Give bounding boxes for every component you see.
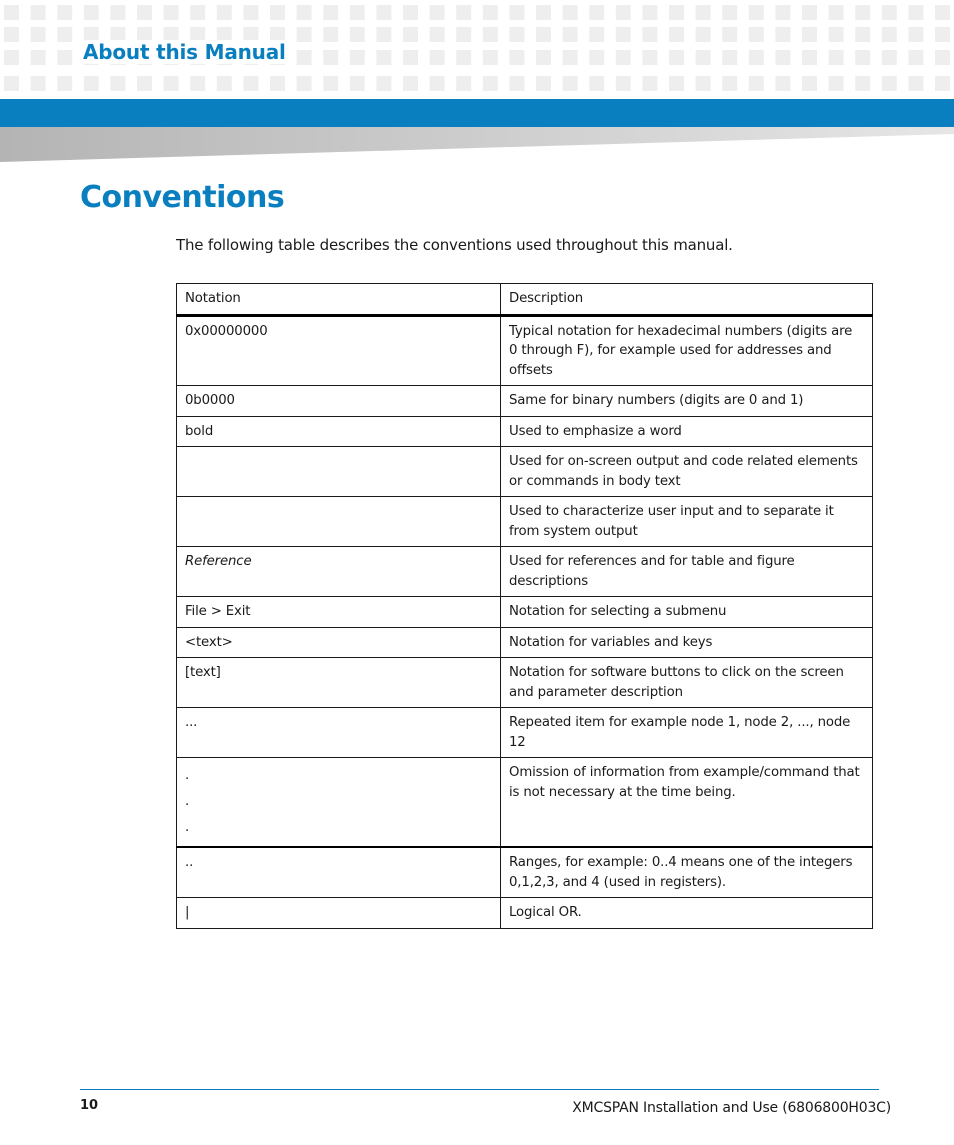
conventions-table: [176, 283, 873, 929]
pattern-square: [376, 27, 391, 42]
pattern-square: [323, 76, 338, 91]
footer-rule: [80, 1089, 879, 1090]
pattern-square: [802, 5, 817, 20]
pattern-square: [642, 50, 657, 65]
pattern-square: [243, 76, 258, 91]
notation-cell: 0x00000000: [177, 315, 501, 386]
pattern-square: [829, 76, 844, 91]
pattern-square: [164, 76, 179, 91]
section-label: About this Manual: [83, 40, 286, 64]
pattern-square: [829, 27, 844, 42]
pattern-square: [669, 5, 684, 20]
pattern-square: [297, 5, 312, 20]
pattern-square: [217, 76, 232, 91]
pattern-square: [935, 5, 950, 20]
pattern-square: [855, 76, 870, 91]
table-row: [177, 597, 873, 628]
pattern-square: [509, 27, 524, 42]
pattern-square: [935, 76, 950, 91]
notation-cell: bold: [177, 416, 501, 447]
pattern-square: [616, 5, 631, 20]
pattern-square: [642, 5, 657, 20]
pattern-square: [775, 76, 790, 91]
pattern-square: [350, 76, 365, 91]
description-cell: Used for references and for table and figure descriptions: [501, 547, 873, 597]
table-row: [177, 547, 873, 597]
pattern-square: [642, 27, 657, 42]
pattern-square: [270, 5, 285, 20]
footer-doc-title: XMCSPAN Installation and Use (6806800H03C): [572, 1100, 891, 1116]
pattern-square: [563, 76, 578, 91]
pattern-square: [908, 50, 923, 65]
pattern-square: [829, 5, 844, 20]
pattern-square: [509, 76, 524, 91]
pattern-square: [403, 27, 418, 42]
pattern-square: [323, 27, 338, 42]
table-row: [177, 447, 873, 497]
intro-paragraph: The following table describes the conventions used throughout this manual.: [176, 236, 733, 254]
pattern-square: [882, 27, 897, 42]
pattern-square: [642, 76, 657, 91]
pattern-square: [456, 50, 471, 65]
pattern-square: [616, 50, 631, 65]
pattern-square: [376, 76, 391, 91]
table-header-row: [177, 284, 873, 316]
header-notation: Notation: [177, 284, 501, 316]
pattern-square: [722, 27, 737, 42]
pattern-square: [376, 50, 391, 65]
pattern-square: [775, 50, 790, 65]
pattern-square: [722, 5, 737, 20]
pattern-square: [456, 76, 471, 91]
table-row: [177, 898, 873, 929]
pattern-square: [31, 27, 46, 42]
table-row: [177, 847, 873, 898]
pattern-square: [164, 5, 179, 20]
pattern-square: [589, 27, 604, 42]
pattern-square: [536, 76, 551, 91]
pattern-square: [483, 50, 498, 65]
pattern-square: [31, 50, 46, 65]
pattern-square: [509, 5, 524, 20]
pattern-square: [908, 27, 923, 42]
pattern-square: [403, 50, 418, 65]
pattern-square: [563, 5, 578, 20]
description-cell: Notation for software buttons to click on the screen and parameter description: [501, 658, 873, 708]
pattern-square: [775, 5, 790, 20]
pattern-square: [935, 50, 950, 65]
table-row: [177, 627, 873, 658]
description-cell: Repeated item for example node 1, node 2, ..., node 12: [501, 708, 873, 758]
pattern-square: [57, 5, 72, 20]
pattern-square: [217, 5, 232, 20]
pattern-square: [536, 5, 551, 20]
table-row: [177, 658, 873, 708]
pattern-square: [802, 27, 817, 42]
pattern-square: [749, 50, 764, 65]
description-cell: Ranges, for example: 0..4 means one of the integers 0,1,2,3, and 4 (used in registers).: [501, 847, 873, 898]
description-cell: Notation for variables and keys: [501, 627, 873, 658]
pattern-square: [749, 76, 764, 91]
pattern-square: [775, 27, 790, 42]
pattern-square: [270, 76, 285, 91]
pattern-square: [137, 5, 152, 20]
description-cell: Used to characterize user input and to separate it from system output: [501, 497, 873, 547]
pattern-square: [563, 27, 578, 42]
notation-cell: [text]: [177, 658, 501, 708]
table-row: [177, 497, 873, 547]
pattern-square: [882, 5, 897, 20]
pattern-square: [430, 27, 445, 42]
pattern-square: [4, 50, 19, 65]
pattern-square: [589, 76, 604, 91]
header-gray-swoosh: [0, 127, 954, 163]
pattern-square: [829, 50, 844, 65]
pattern-square: [509, 50, 524, 65]
table-row: [177, 315, 873, 386]
pattern-square: [456, 5, 471, 20]
notation-cell: ..: [177, 847, 501, 898]
pattern-square: [350, 50, 365, 65]
description-cell: Typical notation for hexadecimal numbers (digits are 0 through F), for example used for addresses and offsets: [501, 315, 873, 386]
page-title: Conventions: [80, 180, 285, 215]
pattern-square: [110, 76, 125, 91]
pattern-square: [430, 50, 445, 65]
pattern-square: [57, 27, 72, 42]
pattern-square: [57, 50, 72, 65]
notation-cell: |: [177, 898, 501, 929]
pattern-square: [297, 50, 312, 65]
description-cell: Used for on-screen output and code related elements or commands in body text: [501, 447, 873, 497]
pattern-square: [323, 50, 338, 65]
pattern-square: [190, 76, 205, 91]
pattern-square: [616, 76, 631, 91]
pattern-square: [935, 27, 950, 42]
notation-cell: Reference: [177, 547, 501, 597]
table-row: [177, 416, 873, 447]
pattern-square: [616, 27, 631, 42]
pattern-square: [908, 5, 923, 20]
notation-cell: [177, 497, 501, 547]
pattern-square: [802, 50, 817, 65]
notation-cell: File > Exit: [177, 597, 501, 628]
pattern-square: [589, 5, 604, 20]
page-number: 10: [80, 1098, 99, 1113]
pattern-square: [350, 27, 365, 42]
notation-cell: [177, 447, 501, 497]
pattern-square: [4, 27, 19, 42]
notation-cell: ...: [177, 708, 501, 758]
pattern-square: [137, 76, 152, 91]
pattern-square: [403, 5, 418, 20]
description-cell: Omission of information from example/command that is not necessary at the time being.: [501, 758, 873, 848]
pattern-square: [31, 76, 46, 91]
pattern-square: [297, 27, 312, 42]
pattern-square: [323, 5, 338, 20]
pattern-square: [696, 76, 711, 91]
pattern-square: [908, 76, 923, 91]
pattern-square: [110, 5, 125, 20]
pattern-square: [376, 5, 391, 20]
pattern-square: [563, 50, 578, 65]
header-blue-band: [0, 99, 954, 127]
table-row: [177, 758, 873, 848]
pattern-square: [57, 76, 72, 91]
pattern-square: [31, 5, 46, 20]
pattern-square: [536, 27, 551, 42]
notation-cell: <text>: [177, 627, 501, 658]
pattern-square: [722, 50, 737, 65]
table-row: [177, 708, 873, 758]
pattern-square: [350, 5, 365, 20]
description-cell: Notation for selecting a submenu: [501, 597, 873, 628]
pattern-square: [483, 5, 498, 20]
pattern-square: [4, 5, 19, 20]
pattern-square: [483, 76, 498, 91]
pattern-square: [456, 27, 471, 42]
pattern-square: [243, 5, 258, 20]
pattern-square: [84, 5, 99, 20]
pattern-square: [297, 76, 312, 91]
pattern-square: [669, 76, 684, 91]
pattern-square: [403, 76, 418, 91]
pattern-square: [882, 76, 897, 91]
pattern-square: [669, 50, 684, 65]
pattern-square: [589, 50, 604, 65]
pattern-square: [669, 27, 684, 42]
pattern-square: [483, 27, 498, 42]
pattern-square: [802, 76, 817, 91]
pattern-square: [855, 27, 870, 42]
pattern-square: [882, 50, 897, 65]
pattern-square: [855, 5, 870, 20]
description-cell: Used to emphasize a word: [501, 416, 873, 447]
pattern-square: [190, 5, 205, 20]
pattern-square: [696, 5, 711, 20]
notation-cell: . . .: [177, 758, 501, 848]
pattern-square: [722, 76, 737, 91]
header-description: Description: [501, 284, 873, 316]
description-cell: Same for binary numbers (digits are 0 and 1): [501, 386, 873, 417]
pattern-square: [430, 76, 445, 91]
pattern-square: [749, 27, 764, 42]
description-cell: Logical OR.: [501, 898, 873, 929]
pattern-square: [855, 50, 870, 65]
pattern-square: [749, 5, 764, 20]
pattern-square: [430, 5, 445, 20]
pattern-square: [696, 27, 711, 42]
pattern-square: [84, 76, 99, 91]
notation-cell: 0b0000: [177, 386, 501, 417]
pattern-square: [4, 76, 19, 91]
pattern-square: [696, 50, 711, 65]
pattern-square: [536, 50, 551, 65]
table-row: [177, 386, 873, 417]
